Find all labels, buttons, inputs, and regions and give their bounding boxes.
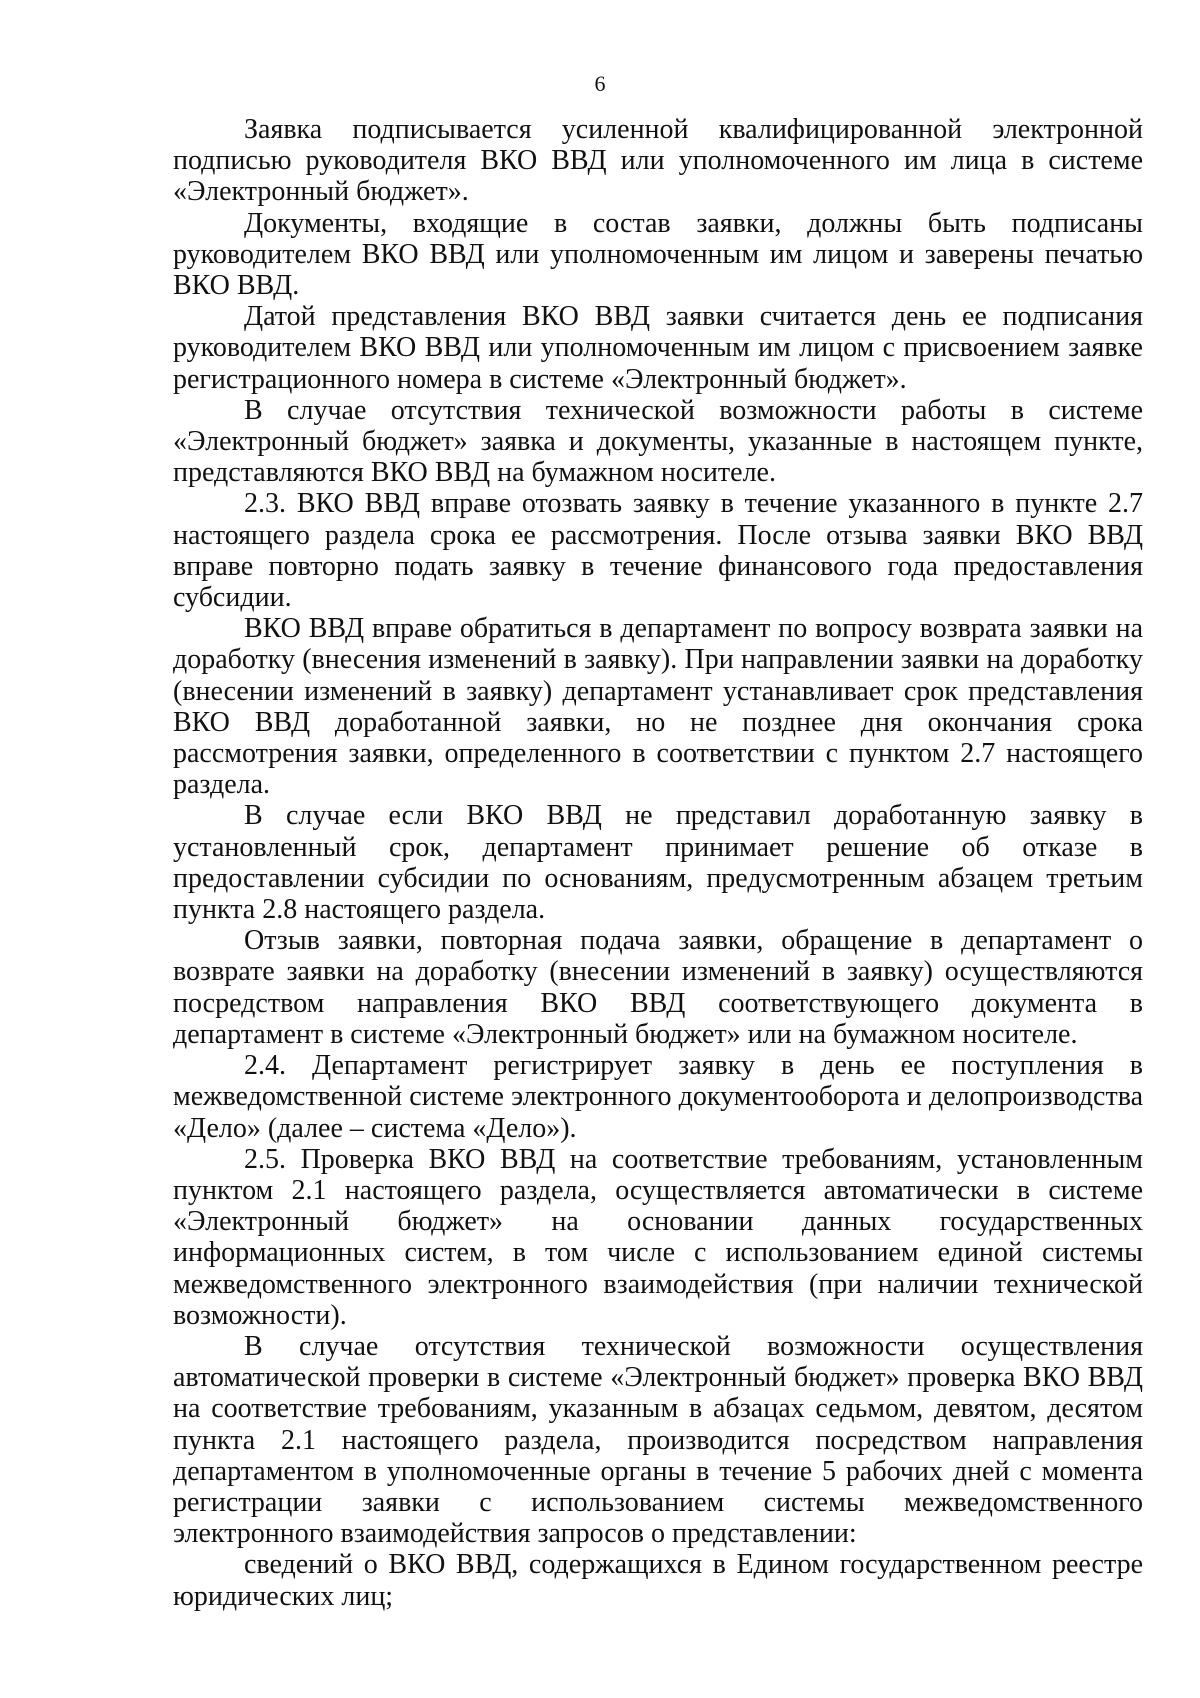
paragraph-refusal: В случае если ВКО ВВД не представил доработанную заявку в установленный срок, департамент принимает решение об отказе в предоставлении субсидии по основаниям, предусмотренным абзацем третьим пункта 2.8 настоящего раздела. xyxy=(173,800,1143,926)
paragraph-2-3: 2.3. ВКО ВВД вправе отозвать заявку в течение указанного в пункте 2.7 настоящего раздела срока ее рассмотрения. После отзыва заявки ВКО ВВД вправе повторно подать заявку в течение финансового года предоставления субсидии. xyxy=(173,488,1143,614)
paragraph-withdrawal-procedure: Отзыв заявки, повторная подача заявки, обращение в департамент о возврате заявки на доработку (внесении изменений в заявку) осуществляются посредством направления ВКО ВВД соответствующего документа в департамент в системе «Электронный бюджет» или на бумажном носителе. xyxy=(173,925,1143,1050)
paragraph-return-for-revision: ВКО ВВД вправе обратиться в департамент по вопросу возврата заявки на доработку (внесения изменений в заявку). При направлении заявки на доработку (внесении изменений в заявку) департамент устанавливает срок представления ВКО ВВД доработанной заявки, но не позднее дня окончания срока рассмотрения заявки, определенного в соответствии с пунктом 2.7 настоящего раздела. xyxy=(173,613,1143,801)
paragraph-manual-check: В случае отсутствия технической возможности осуществления автоматической проверки в системе «Электронный бюджет» проверка ВКО ВВД на соответствие требованиям, указанным в абзацах седьмом, девятом, десятом пункта 2.1 настоящего раздела, производится посредством направления департаментом в уполномоченные органы в течение 5 рабочих дней с момента регистрации заявки с использованием системы межведомственного электронного взаимодействия запросов о представлении: xyxy=(173,1330,1143,1550)
paragraph-2-4: 2.4. Департамент регистрирует заявку в день ее поступления в межведомственной системе электронного документооборота и делопроизводства «Дело» (далее – система «Дело»). xyxy=(173,1050,1143,1144)
paragraph-paper-submission: В случае отсутствия технической возможности работы в системе «Электронный бюджет» заявка и документы, указанные в настоящем пункте, представляются ВКО ВВД на бумажном носителе. xyxy=(173,394,1143,489)
paragraph-submission-date: Датой представления ВКО ВВД заявки считается день ее подписания руководителем ВКО ВВД или уполномоченным им лицом с присвоением заявке регистрационного номера в системе «Электронный бюджет». xyxy=(173,301,1143,395)
page-number: 6 xyxy=(594,71,606,96)
document-body xyxy=(173,114,1143,1612)
paragraph-signature: Заявка подписывается усиленной квалифицированной электронной подписью руководителя ВКО ВВД или уполномоченного им лица в системе «Электронный бюджет». xyxy=(173,114,1143,208)
paragraph-2-5: 2.5. Проверка ВКО ВВД на соответствие требованиям, установленным пунктом 2.1 настоящего раздела, осуществляется автоматически в системе «Электронный бюджет» на основании данных государственных информационных систем, в том числе с использованием единой системы межведомственного электронного взаимодействия (при наличии технической возможности). xyxy=(173,1143,1143,1331)
paragraph-documents: Документы, входящие в состав заявки, должны быть подписаны руководителем ВКО ВВД или уполномоченным им лицом и заверены печатью ВКО ВВД. xyxy=(173,207,1143,302)
paragraph-egrul: сведений о ВКО ВВД, содержащихся в Едином государственном реестре юридических лиц; xyxy=(173,1549,1143,1612)
